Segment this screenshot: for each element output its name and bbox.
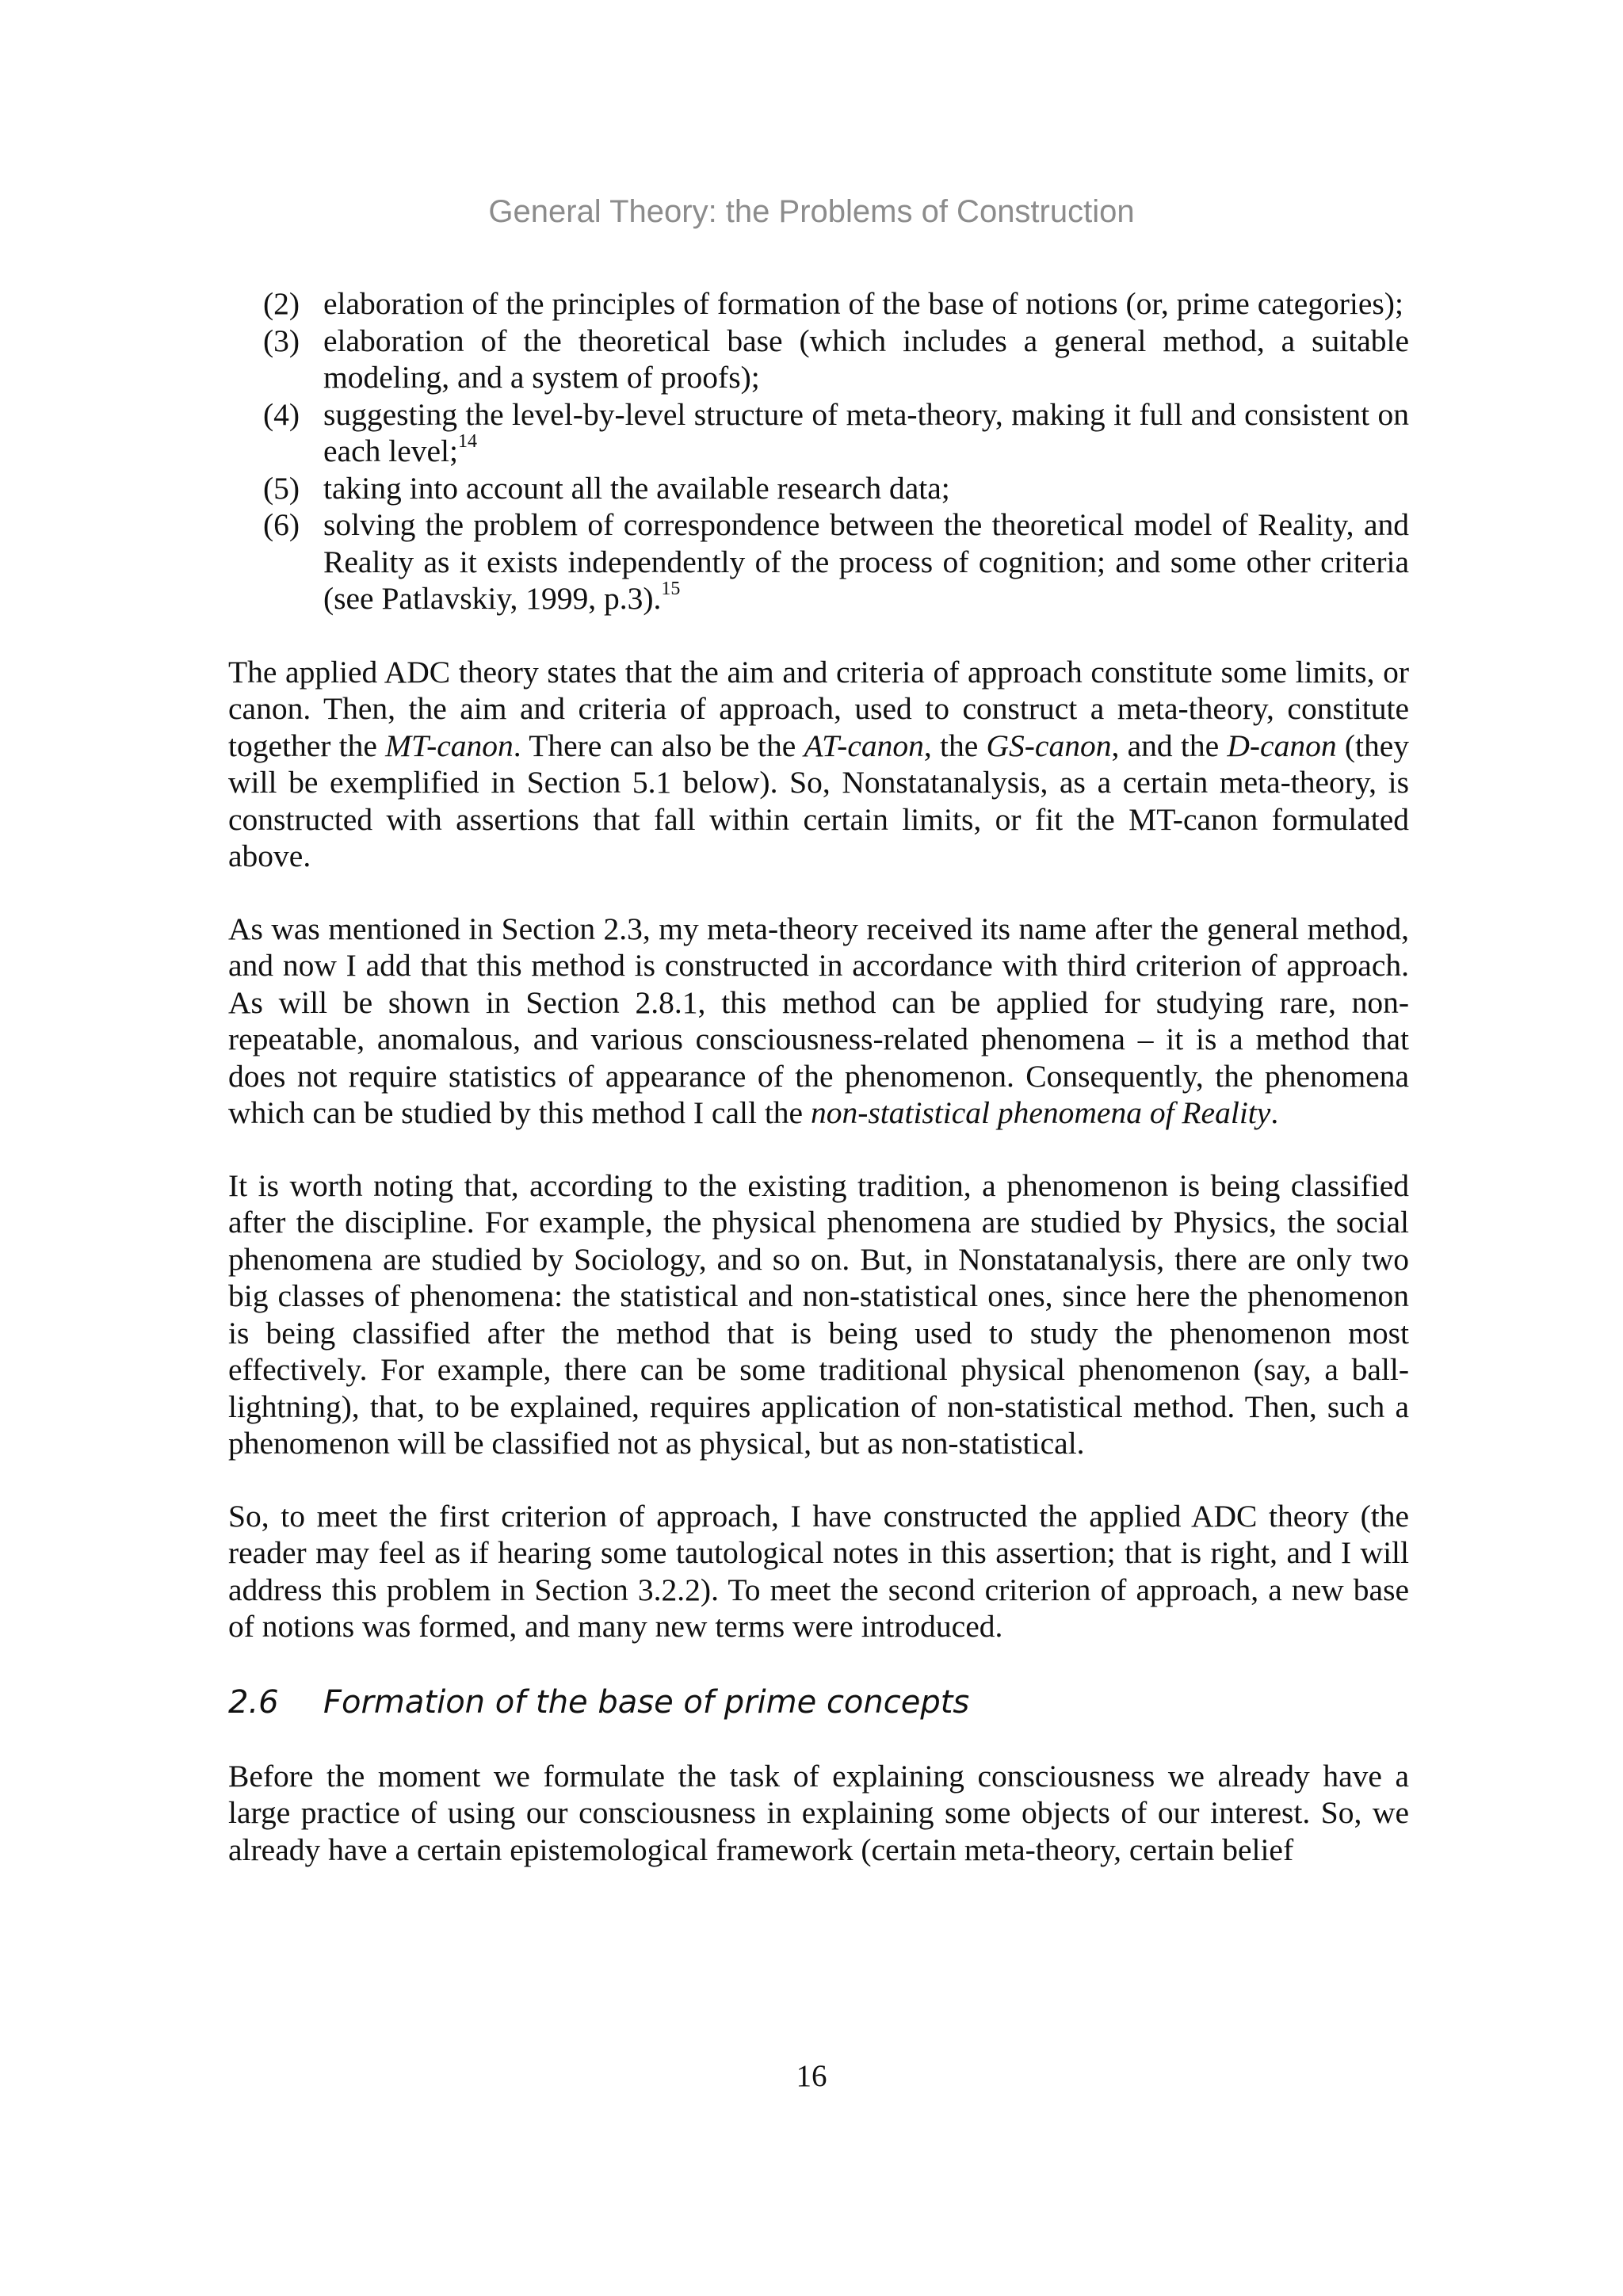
paragraph-method <box>228 911 1409 1132</box>
term-gs-canon: GS-canon <box>986 728 1112 763</box>
text-run: (they will be exemplified in Section 5.1 below). So, Nonstatanalysis, as a certain meta-theory, is constructed with assertions that fall within certain limits, or fit the MT-canon formulated above. <box>228 728 1409 873</box>
criteria-list <box>263 285 1409 617</box>
paragraph-first-criterion: So, to meet the first criterion of approach, I have constructed the applied ADC theory (the reader may feel as if hearing some tautological notes in this assertion; that is right, and I will address this problem in Section 3.2.2). To meet the second criterion of approach, a new base of notions was formed, and many new terms were introduced. <box>228 1498 1409 1644</box>
section-number: 2.6 <box>228 1683 279 1721</box>
list-item-body <box>323 506 1409 617</box>
list-item-text: elaboration of the principles of formation of the base of notions (or, prime categories); <box>323 286 1403 321</box>
list-item-number: (4) <box>263 396 300 432</box>
text-run: . <box>1270 1095 1279 1130</box>
text-run: , the <box>923 728 987 763</box>
list-item <box>263 470 1409 507</box>
text-run: . There can also be the <box>513 728 804 763</box>
list-item-text: elaboration of the theoretical base (which includes a general method, a suitable modeling, and a system of proofs); <box>323 323 1409 395</box>
text-run: As was mentioned in Section 2.3, my meta-theory received its name after the general method, and now I add that this method is constructed in accordance with third criterion of approach. As will be shown in Section 2.8.1, this method can be applied for studying rare, non-repeatable, anomalous, and various consciousness-related phenomena – it is a method that does not require statistics of appearance of the phenomenon. Consequently, the phenomena which can be studied by this method I call the <box>228 911 1409 1130</box>
term-non-statistical-phenomena: non-statistical phenomena of Reality <box>810 1095 1271 1130</box>
list-item <box>263 396 1409 470</box>
list-item-text: solving the problem of correspondence between the theoretical model of Reality, and Reality as it exists independently of the process of cognition; and some other criteria (see Patlavskiy, 1999, p.3). <box>323 507 1409 616</box>
paragraph-framework: Before the moment we formulate the task of explaining consciousness we already have a large practice of using our consciousness in explaining some objects of our interest. So, we already have a certain epistemological framework (certain meta-theory, certain belief <box>228 1758 1409 1867</box>
term-d-canon: D-canon <box>1227 728 1337 763</box>
page-body <box>228 285 1409 1868</box>
list-item <box>263 506 1409 617</box>
list-item-body <box>323 396 1409 470</box>
list-item <box>263 323 1409 396</box>
list-item-number: (5) <box>263 470 300 506</box>
list-item-number: (6) <box>263 507 300 542</box>
list-item-number: (2) <box>263 286 300 321</box>
list-item-number: (3) <box>263 323 300 358</box>
footnote-marker[interactable]: 14 <box>457 431 477 452</box>
text-run: The applied ADC theory states that the aim and criteria of approach constitute some limits, or canon. Then, the aim and criteria of approach, used to construct a meta-theory, constitute together the <box>228 654 1409 763</box>
list-item <box>263 285 1409 323</box>
footnote-marker[interactable]: 15 <box>661 579 681 599</box>
running-header: General Theory: the Problems of Construction <box>488 194 1135 229</box>
list-item-text: taking into account all the available research data; <box>323 470 950 506</box>
paragraph-classification: It is worth noting that, according to the existing tradition, a phenomenon is being classified after the discipline. For example, the physical phenomena are studied by Physics, the social phenomena are studied by Sociology, and so on. But, in Nonstatanalysis, there are only two big classes of phenomena: the statistical and non-statistical ones, since here the phenomenon is being classified after the method that is being used to study the phenomenon most effectively. For example, there can be some traditional physical phenomenon (say, a ball-lightning), that, to be explained, requires application of non-statistical method. Then, such a phenomenon will be classified not as physical, but as non-statistical. <box>228 1167 1409 1461</box>
list-item-text: suggesting the level-by-level structure of meta-theory, making it full and consistent on each level; <box>323 396 1409 468</box>
page-number: 16 <box>796 2059 827 2093</box>
term-at-canon: AT-canon <box>804 728 924 763</box>
text-run: , and the <box>1111 728 1228 763</box>
section-heading <box>228 1683 1409 1721</box>
term-mt-canon: MT-canon <box>385 728 514 763</box>
paragraph-canon <box>228 654 1409 875</box>
section-title: Formation of the base of prime concepts <box>323 1683 970 1721</box>
